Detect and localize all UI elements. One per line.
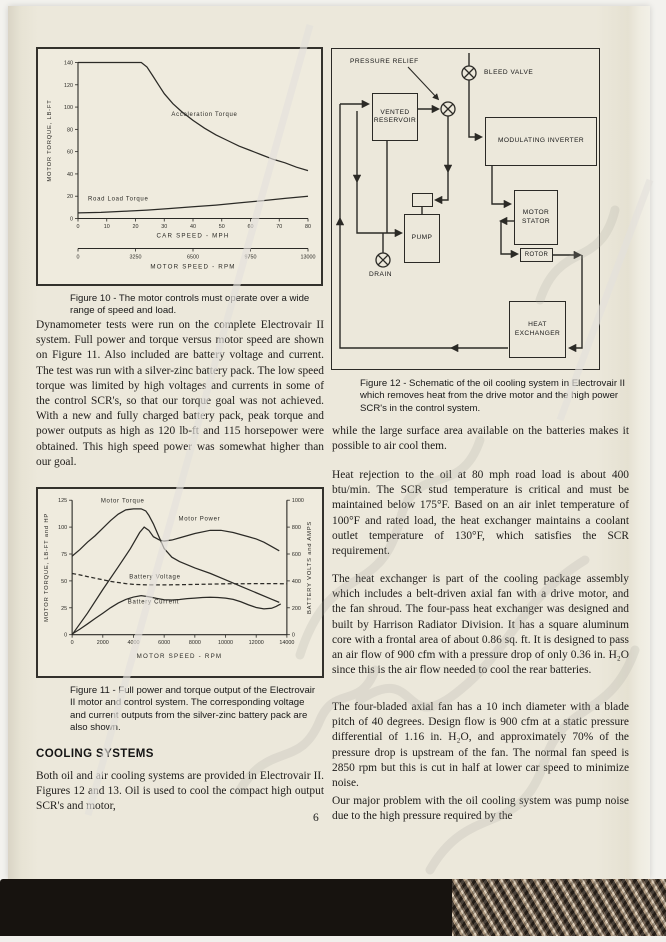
figure10-caption: Figure 10 - The motor controls must operate over a wide range of speed and load. [70,293,310,317]
svg-text:MOTOR SPEED - RPM: MOTOR SPEED - RPM [136,652,223,660]
svg-text:6500: 6500 [187,254,199,261]
svg-text:0: 0 [64,632,68,639]
svg-text:200: 200 [291,605,301,612]
filter-box [412,193,433,207]
svg-text:80: 80 [305,224,311,230]
svg-text:Motor Power: Motor Power [178,516,221,523]
svg-text:60: 60 [67,149,73,156]
svg-text:60: 60 [247,224,254,230]
svg-text:800: 800 [291,525,301,532]
svg-text:6000: 6000 [158,640,171,647]
heat-exchanger-box: HEAT EXCHANGER [509,301,566,358]
svg-text:Motor Torque: Motor Torque [100,498,145,505]
motor-stator-box: MOTOR STATOR [514,190,558,245]
svg-text:MOTOR SPEED - RPM: MOTOR SPEED - RPM [150,263,236,271]
drain-label: DRAIN [369,271,393,278]
modulating-inverter-box: MODULATING INVERTER [485,117,597,166]
svg-text:50: 50 [218,224,225,230]
paragraph-heat-rejection: Heat rejection to the oil at 80 mph road load is about 400 btu/min. The SCR stud temperature is critical and must be maintained below 175°F. Based on an air inlet temperature of 100°F and rated load, the heat exchanger maintains a coolant outlet temperature of 130°F, which satisfies the SCR requirement. [332,469,629,558]
figure11-chart [38,489,322,676]
svg-text:Battery Current: Battery Current [127,599,180,606]
paragraph-dynamometer: Dynamometer tests were run on the complete Electrovair II system. Full power and torque versus motor speed are shown on Figure 11. Also included are battery voltage and current. The test was run with a silver-zinc battery pack. The low speed torque was limited by high voltages and currents in some of the control SCR's, so that our torque goal was not achieved. With a new and fully charged battery pack, peak torque and power outputs as high as 120 lb-ft and 115 horsepower were obtained. This high speed power was somewhat higher than our goal. [36,319,324,468]
svg-text:100: 100 [64,105,73,112]
svg-text:BATTERY VOLTS and AMPS: BATTERY VOLTS and AMPS [306,520,313,615]
svg-text:4000: 4000 [127,640,140,647]
svg-text:120: 120 [64,82,73,89]
svg-text:125: 125 [58,498,68,505]
svg-text:600: 600 [291,552,301,559]
svg-text:MOTOR TORQUE, LB-FT and HP: MOTOR TORQUE, LB-FT and HP [44,512,51,622]
svg-text:2000: 2000 [96,640,109,647]
svg-text:70: 70 [276,224,283,230]
svg-text:3250: 3250 [129,254,142,261]
svg-text:MOTOR TORQUE, LB-FT: MOTOR TORQUE, LB-FT [47,99,53,182]
figure11-frame [36,487,324,678]
paragraph-air-cool: while the large surface area available on the batteries makes it possible to air cool them. [332,425,629,453]
paper-page [8,6,650,879]
svg-text:20: 20 [132,224,139,230]
figure12-diagram [331,48,600,370]
rotor-box: ROTOR [520,248,553,262]
svg-text:75: 75 [61,552,68,559]
svg-text:30: 30 [161,224,168,230]
svg-text:CAR SPEED - MPH: CAR SPEED - MPH [156,232,230,240]
svg-text:Battery Voltage: Battery Voltage [129,574,181,581]
svg-text:20: 20 [67,194,73,201]
figure10-chart [38,49,321,284]
svg-text:Road Load Torque: Road Load Torque [88,196,149,203]
figure12-caption: Figure 12 - Schematic of the oil cooling system in Electrovair II which removes heat from the drive motor and the high power SCR's in the control system. [360,378,626,414]
svg-text:400: 400 [291,578,301,585]
bleed-valve-label: BLEED VALVE [484,69,534,76]
knit-fabric-texture [452,879,666,936]
svg-text:0: 0 [76,224,80,230]
svg-text:80: 80 [67,127,73,134]
svg-text:8000: 8000 [188,640,201,647]
svg-text:9750: 9750 [244,254,257,261]
vented-reservoir-box: VENTED RESERVOIR [372,93,418,141]
svg-text:0: 0 [291,632,295,639]
svg-text:1000: 1000 [291,498,304,505]
svg-text:12000: 12000 [248,640,264,647]
figure11-caption: Figure 11 - Full power and torque output of the Electrovair II motor and control system. The corresponding voltage and current outputs from the silver-zinc battery pack are also shown. [70,685,316,734]
svg-text:0: 0 [70,640,74,647]
svg-text:140: 140 [64,60,73,67]
paragraph-heat-exchanger: The heat exchanger is part of the cooling package assembly which includes a belt-driven axial fan with a drive motor, and the fan shroud. The four-pass heat exchanger was designed and built by Harrison Radiator Division. It has a square aluminum core with a frontal area of about 0.86 sq. ft. It is designed to pass an air flow of 900 cfm with a pressure drop of only 0.36 in. H₂O since this is the air flow needed to cool the rear batteries. [332,573,629,677]
scan-margin [0,936,666,942]
page-number: 6 [313,812,319,824]
paragraph-pump-noise: Our major problem with the oil cooling system was pump noise due to the high pressure required by the [332,795,629,823]
svg-text:Acceleration Torque: Acceleration Torque [171,111,238,118]
svg-text:50: 50 [61,578,68,585]
svg-text:100: 100 [58,525,68,532]
figure10-frame [36,47,323,286]
svg-text:0: 0 [70,216,73,223]
paragraph-axial-fan: The four-bladed axial fan has a 10 inch diameter with a blade pitch of 40 degrees. Design flow is 900 cfm at a static pressure differential of 1.16 in. H₂O, and approximately 70% of the pressure drop is upstream of the fan. The normal fan speed is 2850 rpm but this is cut in half at lower car speed to minimize noise. [332,701,629,790]
svg-text:0: 0 [76,254,80,261]
svg-text:25: 25 [61,605,68,612]
cooling-systems-heading: COOLING SYSTEMS [36,748,154,760]
svg-text:40: 40 [67,171,73,178]
table-shadow-strip [0,879,666,936]
svg-text:10000: 10000 [217,640,234,647]
pressure-relief-label: PRESSURE RELIEF [350,58,419,65]
pump-box: PUMP [404,214,440,263]
svg-text:40: 40 [190,224,196,230]
svg-text:14000: 14000 [279,640,295,647]
svg-text:13000: 13000 [300,254,316,261]
svg-text:10: 10 [103,224,110,230]
paragraph-cooling: Both oil and air cooling systems are provided in Electrovair II. Figures 12 and 13. Oil is used to cool the compact high output SCR's and motor, [36,770,324,813]
